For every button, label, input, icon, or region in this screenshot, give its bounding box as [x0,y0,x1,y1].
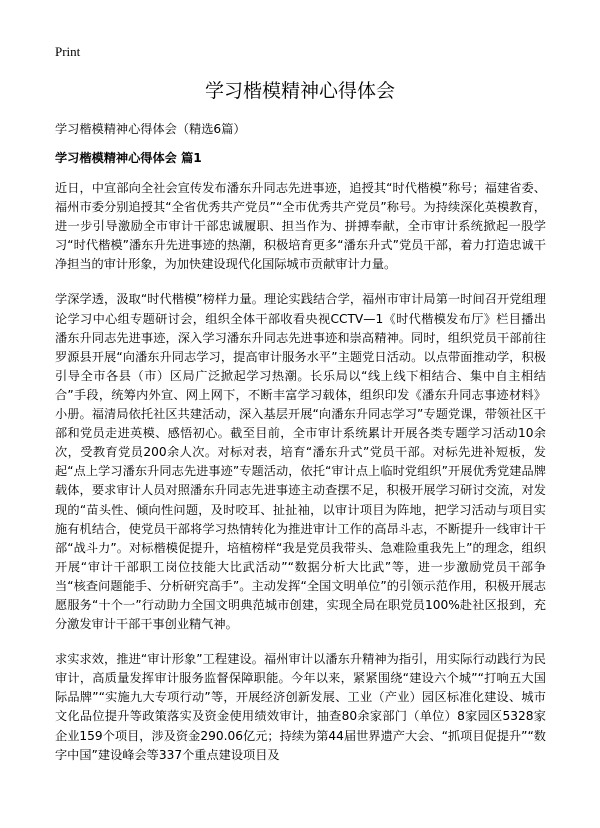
document-subtitle: 学习楷模精神心得体会（精选6篇） [55,122,246,136]
print-link[interactable]: Print [55,44,81,59]
paragraph-3: 求实求效，推进“审计形象”工程建设。福州审计以潘东升精神为指引，用实际行动践行为民审计，高质量发挥审计服务监督保障职能。今年以来，紧紧围绕“建设六个城”“打响五大国际品牌”“实施九大专项行动”等，开展经济创新发展、工业（产业）园区标准化建设、城市文化品位提升等政策落实及资金使用绩效审计，抽查80余家部门（单位）8家园区5328家企业159个项目，涉及资金290.06亿元；持续为第44届世界遗产大会、“抓项目促提升”“数字中国”建设峰会等337个重点建设项目及 [55,652,546,762]
article-body [55,179,546,781]
page-title: 学习楷模精神心得体会 [204,80,395,102]
section-heading: 学习楷模精神心得体会 篇1 [55,151,202,165]
paragraph-2: 学深学透，汲取“时代楷模”榜样力量。理论实践结合学，福州市审计局第一时间召开党组理论学习中心组专题研讨会，组织全体干部收看央视CCTV—1《时代楷模发布厅》栏目播出潘东升同志先进事迹，深入学习潘东升同志先进事迹和崇高精神。同时，组织党员干部前往罗源县开展“向潘东升同志学习，提高审计服务水平”主题党日活动。以点带面推动学，积极引导全市各县（市）区局广泛掀起学习热潮。长乐局以“线上线下相结合、集中自主相结合”手段，统筹内外宣、网上网下，不断丰富学习载体，组织印发《潘东升同志事迹材料》小册。福清局依托社区共建活动，深入基层开展“向潘东升同志学习”专题党课，带领社区干部和党员走进英模、感悟初心。截至目前，全市审计系统累计开展各类专题学习活动10余次，受教育党员200余人次。对标对表，培育“潘东升式”党员干部。对标先进补短板，发起“点上学习潘东升同志先进事迹”专题活动，依托“审计点上临时党组织”开展优秀党建品牌载体，要求审计人员对照潘东升同志先进事迹主动查摆不足，积极开展学习研讨交流，对发现的“苗头性、倾向性问题，及时咬耳、扯扯袖，以审计项目为阵地，把学习活动与项目实施有机结合，使党员干部将学习热情转化为推进审计工作的高昂斗志，不断提升一线审计干部“战斗力”。对标楷模促提升，培植榜样“我是党员我带头、急难险重我先上”的理念，组织开展“审计干部职工岗位技能大比武活动”“数据分析大比武”等，进一步激励党员干部争当“核查问题能手、分析研究高手”。主动发挥“全国文明单位”的引领示范作用，积极开展志愿服务“十个一”行动助力全国文明典范城市创建，实现全局在职党员100%赴社区报到，充分激发审计干部干事创业精气神。 [55,292,546,632]
paragraph-1: 近日，中宣部向全社会宣传发布潘东升同志先进事迹，追授其“时代楷模”称号；福建省委、福州市委分别追授其“全省优秀共产党员”“全市优秀共产党员”称号。为持续深化英模教育，进一步引导激励全市审计干部忠诚履职、担当作为、拼搏奉献，全市审计系统掀起一股学习“时代楷模”潘东升先进事迹的热潮，积极培育更多“潘东升式”党员干部，着力打造忠诚干净担当的审计形象，为加快建设现代化国际城市贡献审计力量。 [55,181,546,272]
